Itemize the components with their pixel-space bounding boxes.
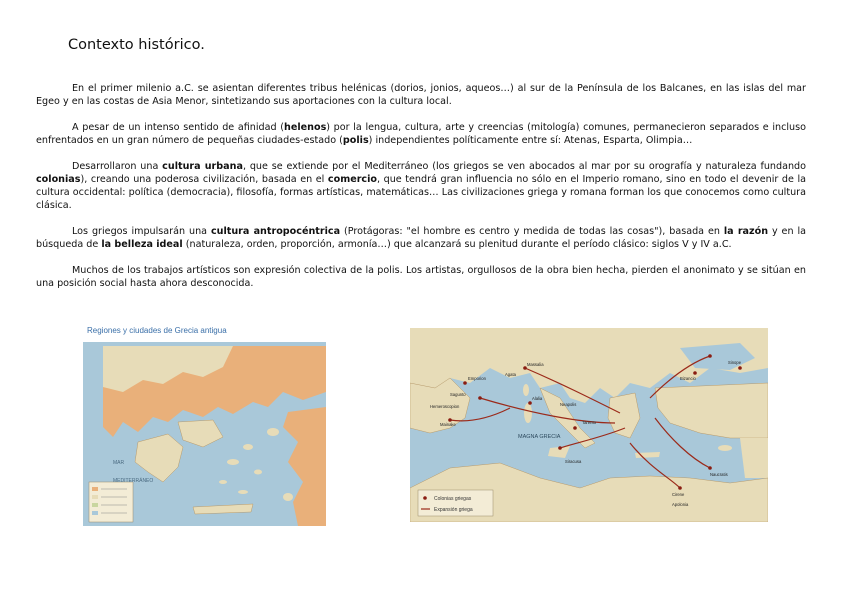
city-cirene: Cirene [672, 492, 685, 497]
city-bizancio: Bizancio [680, 376, 696, 381]
term-cultura-urbana: cultura urbana [162, 161, 243, 172]
term-colonias: colonias [36, 174, 81, 185]
paragraph-4: Los griegos impulsarán una cultura antropocéntrica (Protágoras: "el hombre es centro y medida de todas las cosas"), basada en la razón y en la búsqueda de la belleza ideal (naturaleza, orden, proporción, armonía…) que alcanzará su plenitud durante el período clásico: siglos V y IV a.C. [36, 226, 807, 250]
city-emporion: Emporion [468, 376, 486, 381]
city-siracusa: Siracusa [565, 459, 582, 464]
city-tarento: Tarento [582, 420, 596, 425]
city-naucratis: Naucratis [710, 472, 728, 477]
map1-sea-label-2: MEDITERRÁNEO [113, 478, 154, 484]
map2-region-label: MAGNA GRECIA [518, 434, 561, 440]
page-title: Contexto histórico. [68, 37, 205, 53]
map-greek-colonization [410, 328, 768, 522]
term-helenos: helenos [284, 122, 327, 133]
city-apolonia: Apolonia [672, 502, 689, 507]
paragraph-1: En el primer milenio a.C. se asientan diferentes tribus helénicas (dorios, jonios, aqueos…) al sur de la Península de los Balcanes, en las islas del mar Egeo y en las costas de Asia Menor, sintetizando sus aportaciones con la cultura local. [36, 83, 806, 107]
term-polis: polis [342, 135, 369, 146]
map1-title: Regiones y ciudades de Grecia antigua [87, 326, 227, 335]
city-neapolis: Neapolis [560, 402, 577, 407]
term-comercio: comercio [327, 174, 378, 185]
paragraph-2: A pesar de un intenso sentido de afinidad (helenos) por la lengua, cultura, arte y creencias (mitología) comunes, permanecieron separados e incluso enfrentados en un gran número de pequeñas ciudades-estado (polis) independientes políticamente entre sí: Atenas, Esparta, Olimpia… [36, 122, 807, 146]
map2-legend-colonies: Colonias griegas [434, 496, 472, 502]
map1-sea-label: MAR [113, 460, 125, 466]
city-massalia: Massalia [527, 362, 544, 367]
city-sagunto: Sagunto [450, 392, 466, 397]
paragraph-5: Muchos de los trabajos artísticos son expresión colectiva de la polis. Los artistas, orgullosos de la obra bien hecha, pierden el anonimato y se sitúan en una posición social hasta ahora desconocida. [36, 265, 806, 289]
term-cultura-antropocentrica: cultura antropocéntrica [210, 226, 341, 237]
map-ancient-greece [83, 322, 326, 526]
city-sinope: Sinope [728, 360, 742, 365]
paragraph-3: Desarrollaron una cultura urbana, que se extiende por el Mediterráneo (los griegos se ven abocados al mar por su orografía y naturaleza fundando colonias), creando una poderosa civilización, basada en el comercio, que tendrá gran influencia no sólo en el Imperio romano, sino en todo el devenir de la cultura occidental: política (democracia), filosofía, formas artísticas, matemáticas… Las civilizaciones griega y romana forman los que conocemos como cultura clásica. [36, 161, 807, 211]
city-agata: Agata [505, 372, 516, 377]
term-la-razon: la razón [723, 226, 769, 237]
map2-legend-expansion: Expansión griega [434, 507, 473, 513]
city-alalia: Alalia [532, 396, 543, 401]
city-mainake: Mainake [440, 422, 456, 427]
city-hemeroscopion: Hemeroscopion [430, 404, 460, 409]
term-belleza-ideal: la belleza ideal [101, 239, 183, 250]
